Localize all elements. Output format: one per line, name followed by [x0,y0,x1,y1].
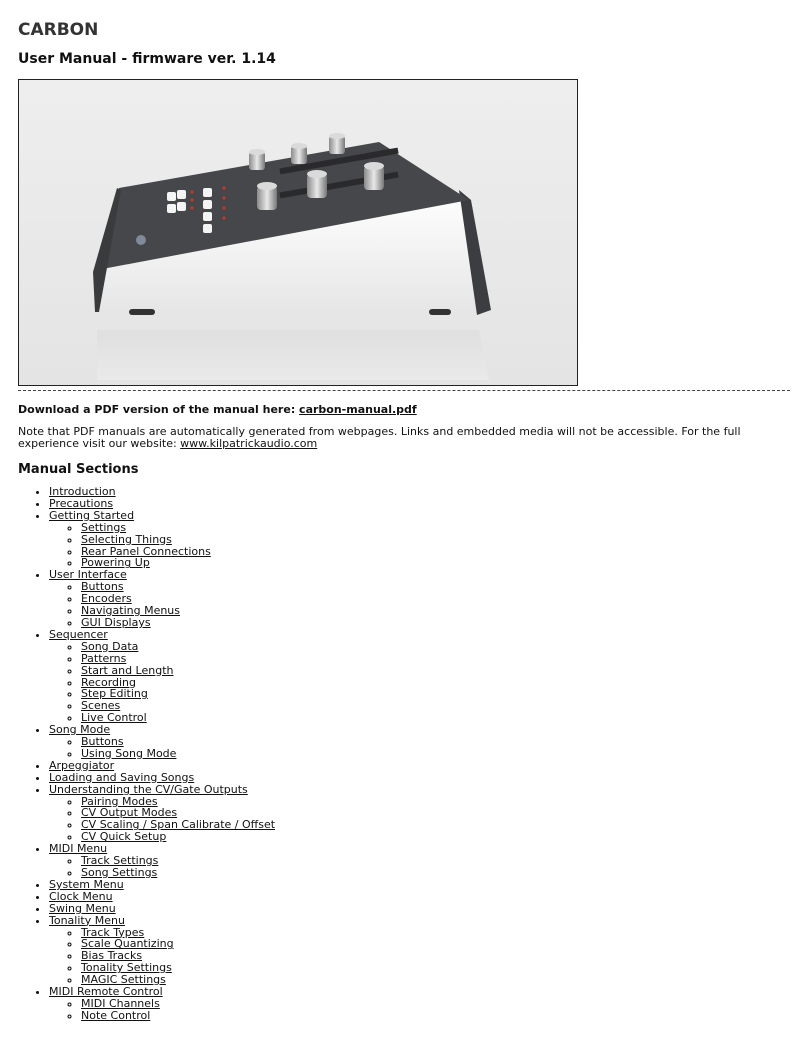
toc-subsection [81,712,790,724]
toc-subsection [81,748,790,760]
manual-sections-heading: Manual Sections [18,462,139,477]
carbon-device-illustration [19,80,577,385]
toc-subsection-link[interactable]: Tonality Settings [81,961,172,975]
manual-subtitle: User Manual - firmware ver. 1.14 [18,51,276,67]
toc-section-link[interactable]: MIDI Remote Control [49,985,163,999]
toc-subsection [81,927,790,939]
toc-subsection-list [49,998,790,1022]
toc-section-link[interactable]: Clock Menu [49,889,113,903]
toc-subsection-link[interactable]: CV Output Modes [81,806,178,820]
toc-subsection-link[interactable]: Powering Up [81,556,150,570]
toc-subsection-link[interactable]: Live Control [81,711,147,725]
table-of-contents [18,486,790,1022]
toc-subsection-link[interactable]: Scenes [81,699,121,713]
toc-subsection-link[interactable]: Encoders [81,592,132,606]
toc-section-link[interactable]: Understanding the CV/Gate Outputs [49,782,248,796]
toc-subsection [81,700,790,712]
toc-subsection [81,950,790,962]
product-title: CARBON [18,20,99,40]
toc-subsection [81,688,790,700]
download-prefix: Download a PDF version of the manual here: [18,403,300,416]
toc-subsection-link[interactable]: Selecting Things [81,532,172,546]
toc-subsection-link[interactable]: Start and Length [81,663,174,677]
toc-subsection [81,581,790,593]
note-text: Note that PDF manuals are automatically generated from webpages. Links and embedded media will not be accessible. For the full experience visit our website: [18,425,741,450]
toc-section [49,569,790,629]
toc-subsection [81,796,790,808]
toc-subsection [81,677,790,689]
toc-subsection-list [49,796,790,844]
toc-subsection-link[interactable]: Patterns [81,651,127,665]
toc-section [49,724,790,760]
toc-subsection-link[interactable]: Song Settings [81,866,158,879]
toc-subsection-link[interactable]: Rear Panel Connections [81,544,211,558]
toc-subsection [81,819,790,831]
toc-subsection-list [49,522,790,570]
toc-section-link[interactable]: Introduction [49,485,116,498]
toc-section-link[interactable]: Getting Started [49,508,135,522]
toc-subsection [81,831,790,843]
toc-subsection [81,665,790,677]
toc-subsection-link[interactable]: Recording [81,675,137,689]
toc-subsection [81,653,790,665]
toc-section [49,784,790,844]
toc-section-link[interactable]: Precautions [49,496,114,510]
pdf-download-line [18,403,790,417]
toc-section [49,486,790,498]
toc-subsection [81,998,790,1010]
toc-subsection-link[interactable]: CV Quick Setup [81,830,167,844]
toc-subsection [81,1010,790,1022]
toc-section [49,498,790,510]
toc-subsection-list [49,736,790,760]
toc-subsection-list [49,855,790,879]
toc-section-link[interactable]: MIDI Menu [49,842,108,856]
toc-section-link[interactable]: Sequencer [49,627,108,641]
toc-subsection-link[interactable]: Step Editing [81,687,148,701]
toc-section-link[interactable]: User Interface [49,568,127,582]
toc-section [49,903,790,915]
product-photo [18,79,578,386]
toc-subsection-link[interactable]: Pairing Modes [81,794,158,808]
toc-subsection-link[interactable]: GUI Displays [81,615,151,629]
toc-section-link[interactable]: Song Mode [49,723,111,737]
toc-subsection-link[interactable]: Using Song Mode [81,746,177,760]
toc-section [49,891,790,903]
toc-subsection-link[interactable]: Scale Quantizing [81,937,174,951]
toc-subsection-link[interactable]: Buttons [81,735,124,749]
toc-subsection [81,962,790,974]
toc-subsection-link[interactable]: Settings [81,520,127,534]
toc-subsection-link[interactable]: MAGIC Settings [81,973,166,987]
toc-subsection [81,736,790,748]
toc-section-link[interactable]: Loading and Saving Songs [49,770,195,784]
toc-subsection [81,641,790,653]
toc-subsection [81,974,790,986]
toc-section [49,510,790,570]
toc-subsection [81,546,790,558]
toc-subsection [81,617,790,629]
toc-section-link[interactable]: Tonality Menu [49,913,125,927]
toc-section [49,986,790,1022]
pdf-note [18,426,790,450]
toc-subsection [81,938,790,950]
toc-subsection-link[interactable]: Bias Tracks [81,949,143,963]
dashed-divider [18,390,790,391]
toc-subsection-link[interactable]: MIDI Channels [81,996,160,1010]
toc-subsection-list [49,581,790,629]
toc-section-link[interactable]: System Menu [49,877,124,891]
toc-section [49,915,790,986]
toc-subsection-link[interactable]: Note Control [81,1008,151,1022]
toc-section [49,879,790,891]
toc-subsection [81,867,790,879]
toc-section [49,629,790,724]
toc-subsection [81,522,790,534]
toc-section-link[interactable]: Swing Menu [49,901,116,915]
toc-subsection-link[interactable]: Track Types [81,925,145,939]
toc-subsection-link[interactable]: Navigating Menus [81,604,181,618]
toc-subsection-link[interactable]: Track Settings [81,854,159,868]
toc-section [49,843,790,879]
toc-subsection [81,557,790,569]
pdf-download-link[interactable]: carbon-manual.pdf [299,403,417,416]
toc-subsection [81,855,790,867]
toc-subsection [81,593,790,605]
toc-subsection-link[interactable]: Song Data [81,639,139,653]
website-link[interactable]: www.kilpatrickaudio.com [180,437,318,450]
toc-subsection [81,605,790,617]
toc-subsection-list [49,927,790,987]
toc-subsection-link[interactable]: CV Scaling / Span Calibrate / Offset [81,818,276,832]
toc-section-link[interactable]: Arpeggiator [49,758,115,772]
toc-subsection-link[interactable]: Buttons [81,580,124,594]
toc-subsection-list [49,641,790,724]
